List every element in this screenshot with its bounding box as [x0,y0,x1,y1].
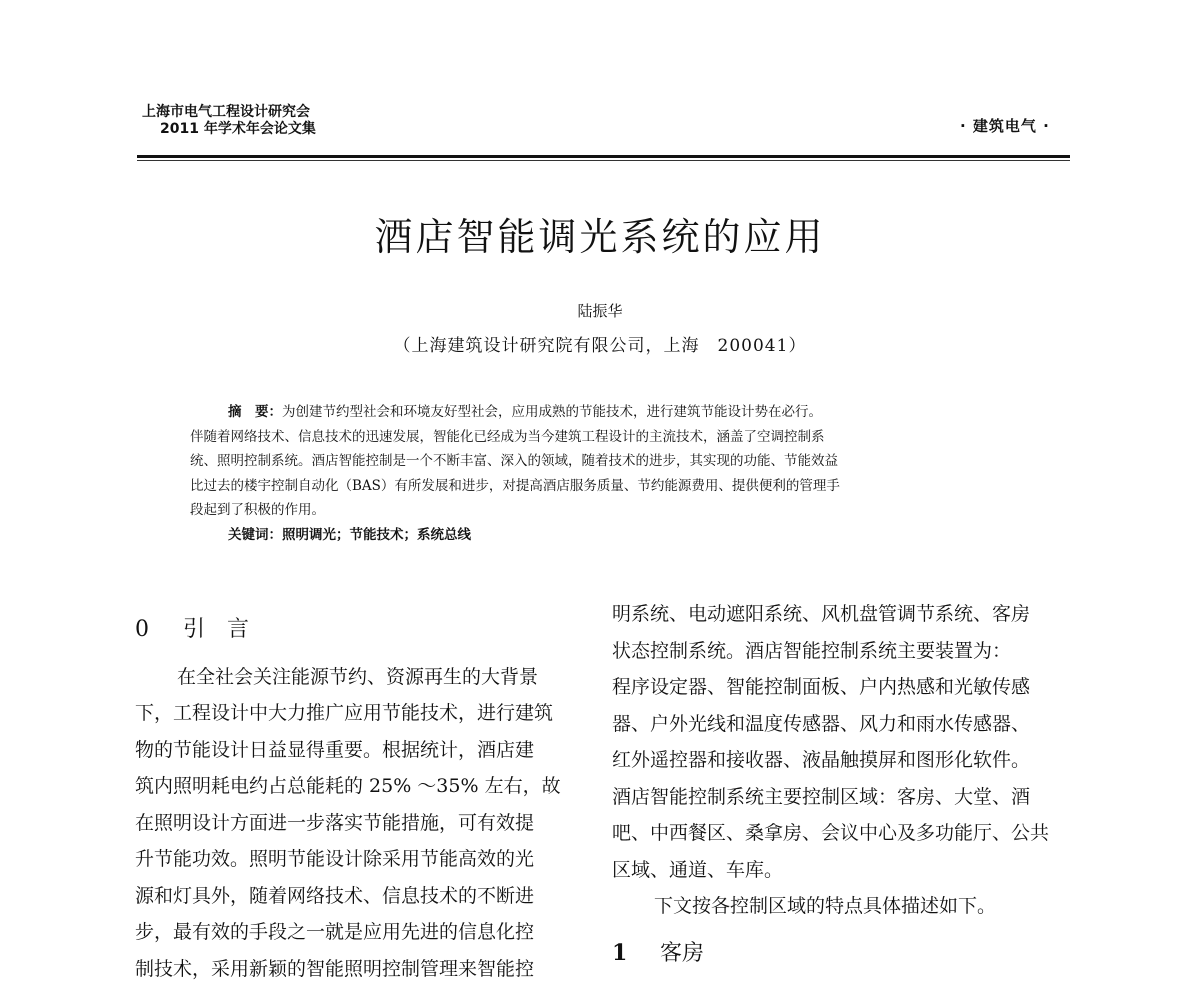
author: 陆振华 [0,300,1200,321]
keywords-label: 关键词： [228,527,282,543]
body-line: 器、户外光线和温度传感器、风力和雨水传感器、 [612,706,1082,743]
section-title-char: 引 [183,617,205,642]
body-line: 程序设定器、智能控制面板、户内热感和光敏传感 [612,669,1082,706]
abstract-line: 为创建节约型社会和环境友好型社会，应用成熟的节能技术，进行建筑节能设计势在必行。 [282,404,822,420]
header-rule-thin [137,160,1070,161]
body-line: 在照明设计方面进一步落实节能措施，可有效提 [135,805,590,842]
section-heading-1 [612,935,1082,973]
section-heading-0 [135,612,590,649]
body-line: 步，最有效的手段之一就是应用先进的信息化控 [135,914,590,951]
section-tag: · 建筑电气 · [960,115,1050,136]
body-line: 状态控制系统。酒店智能控制系统主要装置为： [612,633,1082,670]
abstract-label: 摘 要： [228,404,282,420]
section-title: 客房 [660,941,704,966]
abstract [190,400,1040,547]
abstract-line: 统、照明控制系统。酒店智能控制是一个不断丰富、深入的领域，随着技术的进步，其实现的功能、节能效益 [190,449,1040,474]
body-line: 升节能功效。照明节能设计除采用节能高效的光 [135,841,590,878]
body-line: 物的节能设计日益显得重要。根据统计，酒店建 [135,732,590,769]
section-title-char: 言 [227,617,249,642]
body-line: 区域、通道、车库。 [612,852,1082,889]
conference-name: 上海市电气工程设计研究会 [142,104,316,121]
body-line: 酒店智能控制系统主要控制区域：客房、大堂、酒 [612,779,1082,816]
body-line: 下文按各控制区域的特点具体描述如下。 [612,888,1082,925]
body-line: 在全社会关注能源节约、资源再生的大背景 [135,659,590,696]
abstract-line: 伴随着网络技术、信息技术的迅速发展，智能化已经成为当今建筑工程设计的主流技术，涵盖了空调控制系 [190,425,1040,450]
left-column [135,612,590,987]
body-line: 红外遥控器和接收器、液晶触摸屏和图形化软件。 [612,742,1082,779]
running-header-left [142,104,316,138]
keywords-value: 照明调光；节能技术；系统总线 [282,527,471,543]
proceedings-name: 2011 年学术年会论文集 [142,121,316,138]
section-number: 0 [135,612,183,649]
body-line: 筑内照明耗电约占总能耗的 25% ～35% 左右，故 [135,768,590,805]
body-line: 制技术，采用新颖的智能照明控制管理来智能控 [135,951,590,987]
paper-title: 酒店智能调光系统的应用 [0,206,1200,261]
body-line: 吧、中西餐区、桑拿房、会议中心及多功能厅、公共 [612,815,1082,852]
body-line: 下，工程设计中大力推广应用节能技术，进行建筑 [135,695,590,732]
body-line: 明系统、电动遮阳系统、风机盘管调节系统、客房 [612,596,1082,633]
right-column [612,596,1082,972]
abstract-line: 段起到了积极的作用。 [190,498,1040,523]
section-number: 1 [612,935,660,972]
affiliation: （上海建筑设计研究院有限公司，上海 200041） [0,331,1200,356]
abstract-line: 比过去的楼宇控制自动化（BAS）有所发展和进步，对提高酒店服务质量、节约能源费用、提供便利的管理手 [190,474,1040,499]
keywords [190,523,1040,548]
body-line: 源和灯具外，随着网络技术、信息技术的不断进 [135,878,590,915]
header-rule-thick [137,155,1070,158]
